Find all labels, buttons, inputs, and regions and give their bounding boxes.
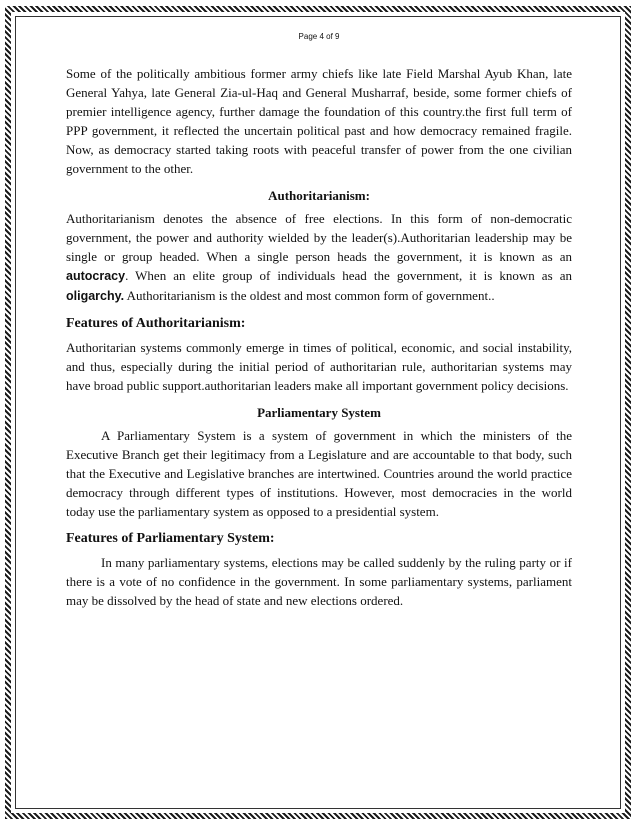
- page-content: [66, 30, 572, 610]
- intro-paragraph: Some of the politically ambitious former army chiefs like late Field Marshal Ayub Khan, late General Yahya, late General Zia-ul-Haq and General Musharraf, beside, some former chiefs of premier intelligence agency, further damage the foundation of this country.the first full term of PPP government, it reflected the uncertain political past and how democracy remained fragile. Now, as democracy started taking roots with peaceful transfer of power from the one civilian government to the other.: [66, 66, 572, 176]
- parliamentary-paragraph: A Parliamentary System is a system of government in which the ministers of the Executive Branch get their legitimacy from a Legislature and are accountable to that body, such that the Executive and Legislative branches are intertwined. Countries around the world practice democracy through different types of institutions. However, most democracies in the world today use the parliamentary system as opposed to a presidential system.: [66, 428, 572, 519]
- page-number: [66, 30, 572, 44]
- authoritarianism-text-2: . When an elite group of individuals head the government, it is known as an: [125, 268, 572, 283]
- features-authoritarianism-heading: Features of Authoritarianism:: [66, 316, 246, 331]
- features-parliamentary-heading: Features of Parliamentary System:: [66, 531, 275, 546]
- term-oligarchy: oligarchy.: [66, 289, 125, 303]
- page-number-total: 9: [335, 32, 340, 41]
- authoritarianism-text-3: Authoritarianism is the oldest and most common form of government..: [124, 288, 495, 303]
- authoritarianism-text-1: Authoritarianism denotes the absence of free elections. In this form of non-democratic government, the power and authority wielded by the leader(s).Authoritarian leadership may be single or group headed. When a single person heads the government, it is known as an: [66, 211, 572, 264]
- page-number-of: of: [323, 32, 336, 41]
- page-number-prefix: Page: [298, 32, 320, 41]
- parliamentary-heading: Parliamentary System: [257, 405, 381, 420]
- term-autocracy: autocracy: [66, 269, 126, 283]
- authoritarianism-paragraph: [66, 209, 572, 306]
- features-parliamentary-paragraph: In many parliamentary systems, elections may be called suddenly by the ruling party or if there is a vote of no confidence in the government. In some parliamentary systems, parliament may be dissolved by the head of state and new elections ordered.: [66, 555, 572, 608]
- features-authoritarianism-paragraph: Authoritarian systems commonly emerge in times of political, economic, and social instability, and thus, especially during the initial period of authoritarian rule, authoritarian systems may have broad public support.authoritarian leaders make all important government policy decisions.: [66, 340, 572, 393]
- page-number-current: 4: [319, 32, 324, 41]
- authoritarianism-heading: Authoritarianism:: [268, 188, 370, 203]
